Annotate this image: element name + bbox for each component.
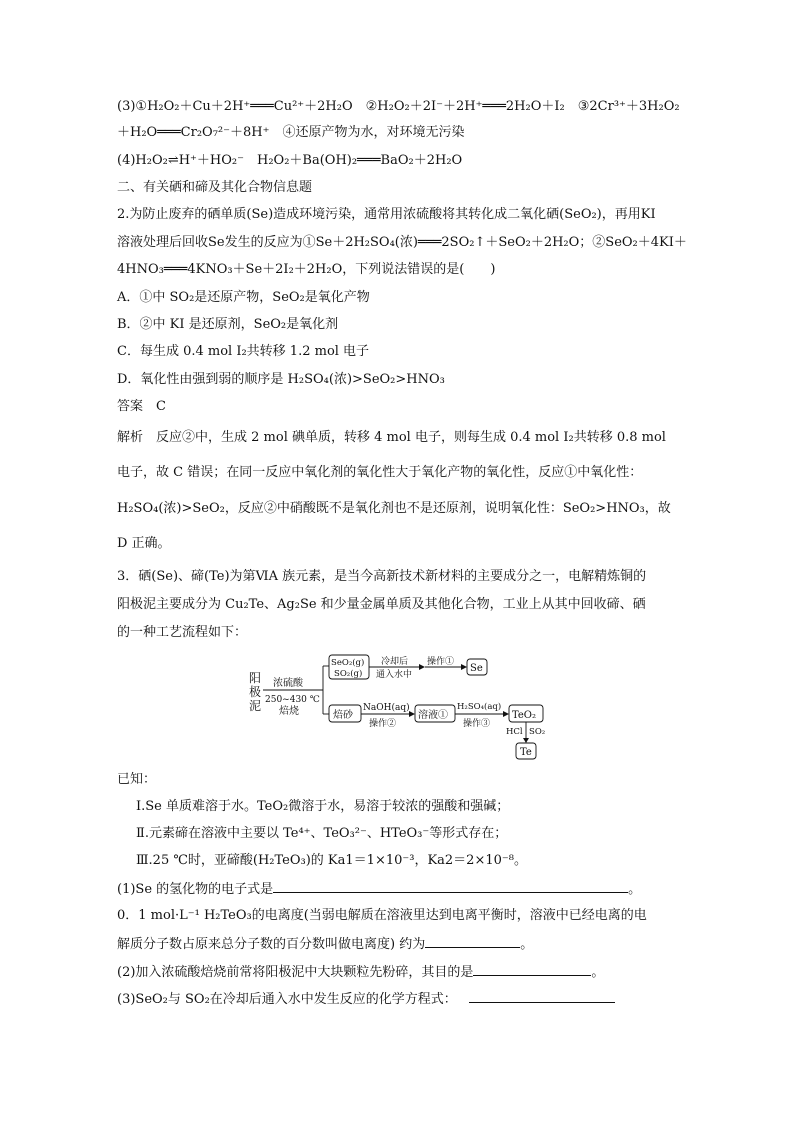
answer-blank[interactable]: [425, 934, 520, 948]
section-heading: 二、有关硒和碲及其化合物信息题: [117, 180, 313, 195]
option-b: B．②中 KI 是还原剂，SeO₂是氧化剂: [117, 317, 339, 332]
answer-blank[interactable]: [473, 962, 591, 976]
flow-temp-label: 250~430 ℃: [265, 695, 320, 705]
flow-h2so4-label: H₂SO₄(aq): [457, 702, 502, 712]
flow-acid-label: 浓硫酸: [273, 678, 303, 689]
answer-blank[interactable]: [273, 879, 628, 893]
question-3-ionization-text: 解质分子数占原来总分子数的百分数叫做电离度) 约为: [117, 937, 426, 952]
flow-so2-label: SO₂: [529, 727, 546, 737]
flow-hcl-label: HCl: [506, 727, 523, 737]
flow-calcine-box: 焙砂: [333, 710, 353, 721]
flow-naoh-label: NaOH(aq): [363, 703, 410, 713]
period: 。: [520, 937, 534, 952]
analysis: H₂SO₄(浓)>SeO₂，反应②中硝酸既不是氧化剂也不是还原剂，说明氧化性：SeO₂>HNO₃，故: [117, 501, 671, 516]
question-3-stem: 阳极泥主要成分为 Cu₂Te、Ag₂Se 和少量金属单质及其他化合物，工业上从其中回收碲、硒: [117, 597, 646, 612]
flow-te-product: Te: [520, 747, 532, 758]
analysis: 电子，故 C 错误；在同一反应中氧化剂的氧化性大于氧化产物的氧化性，反应①中氧化性：: [117, 465, 643, 480]
flow-op2-label: 操作②: [369, 719, 397, 729]
period: 。: [628, 882, 642, 897]
period: 。: [591, 965, 605, 980]
flow-teo2-box: TeO₂: [512, 710, 537, 721]
flow-cool-label: 冷却后: [381, 657, 409, 667]
question-3-2-text: (2)加入浓硫酸焙烧前常将阳极泥中大块颗粒先粉碎，其目的是: [117, 965, 474, 980]
known-item-3: Ⅲ.25 ℃时，亚碲酸(H₂TeO₃)的 Ka1＝1×10⁻³，Ka2＝2×10⁻⁸。: [136, 853, 527, 868]
option-d: D．氧化性由强到弱的顺序是 H₂SO₄(浓)>SeO₂>HNO₃: [117, 372, 445, 387]
analysis: 解析 反应②中，生成 2 mol 碘单质，转移 4 mol 电子，则每生成 0.4 mol I₂共转移 0.8 mol: [117, 430, 666, 445]
answer: 答案 C: [117, 399, 166, 414]
question-2-stem: 2.为防止废弃的硒单质(Se)造成环境污染，通常用浓硫酸将其转化成二氧化硒(SeO₂)，再用KI: [117, 207, 656, 222]
known-heading: 已知：: [117, 772, 157, 787]
text-line: ＋H₂O═══Cr₂O₇²⁻＋8H⁺ ④还原产物为水，对环境无污染: [117, 125, 465, 140]
question-3-ionization: 0．1 mol·L⁻¹ H₂TeO₃的电离度(当弱电解质在溶液里达到电离平衡时，溶液中已经电离的电: [117, 908, 647, 923]
question-3-2: [117, 962, 604, 981]
question-3-ionization: [117, 934, 533, 953]
flow-se-product: Se: [470, 663, 483, 674]
question-3-stem: 的一种工艺流程如下：: [117, 625, 248, 640]
flow-gas-seo2: SeO₂(g): [331, 658, 365, 668]
flow-roast-label: 焙烧: [279, 706, 299, 717]
option-c: C．每生成 0.4 mol I₂共转移 1.2 mol 电子: [117, 344, 370, 359]
flow-op1-label: 操作①: [427, 657, 455, 667]
text-line: (3)①H₂O₂＋Cu＋2H⁺═══Cu²⁺＋2H₂O ②H₂O₂＋2I⁻＋2H⁺═══2H₂O＋I₂ ③2Cr³⁺＋3H₂O₂: [117, 99, 680, 114]
answer-blank[interactable]: [469, 989, 615, 1003]
flow-gas-so2: SO₂(g): [334, 669, 363, 679]
text-line: (4)H₂O₂⇌H⁺＋HO₂⁻ H₂O₂＋Ba(OH)₂═══BaO₂＋2H₂O: [117, 153, 463, 168]
flow-start-char: 阳: [249, 671, 262, 685]
flow-solution-box: 溶液①: [418, 710, 448, 721]
question-3-3-text: (3)SeO₂与 SO₂在冷却后通入水中发生反应的化学方程式：: [117, 992, 457, 1007]
process-flowchart: [245, 652, 565, 762]
flow-start-char: 泥: [249, 699, 262, 713]
flow-start-char: 极: [249, 685, 262, 699]
analysis: D 正确。: [117, 536, 171, 551]
option-a: A．①中 SO₂是还原产物，SeO₂是氧化产物: [117, 290, 370, 305]
question-2-stem: 4HNO₃═══4KNO₃＋Se＋2I₂＋2H₂O，下列说法错误的是( ): [117, 262, 496, 277]
question-3-stem: 3．硒(Se)、碲(Te)为第ⅥA 族元素，是当今高新技术新材料的主要成分之一，电解精炼铜的: [117, 569, 647, 584]
question-3-1-text: (1)Se 的氢化物的电子式是: [117, 882, 274, 897]
known-item-2: Ⅱ.元素碲在溶液中主要以 Te⁴⁺、TeO₃²⁻、HTeO₃⁻等形式存在；: [136, 826, 508, 841]
question-2-stem: 溶液处理后回收Se发生的反应为①Se＋2H₂SO₄(浓)═══2SO₂↑＋SeO₂＋2H₂O；②SeO₂＋4KI＋: [117, 235, 687, 250]
flow-op3-label: 操作③: [463, 719, 491, 729]
known-item-1: Ⅰ.Se 单质难溶于水。TeO₂微溶于水，易溶于较浓的强酸和强碱；: [136, 799, 510, 814]
question-3-1: [117, 879, 641, 898]
flow-water-label: 通入水中: [376, 670, 413, 680]
question-3-3: [117, 989, 615, 1008]
